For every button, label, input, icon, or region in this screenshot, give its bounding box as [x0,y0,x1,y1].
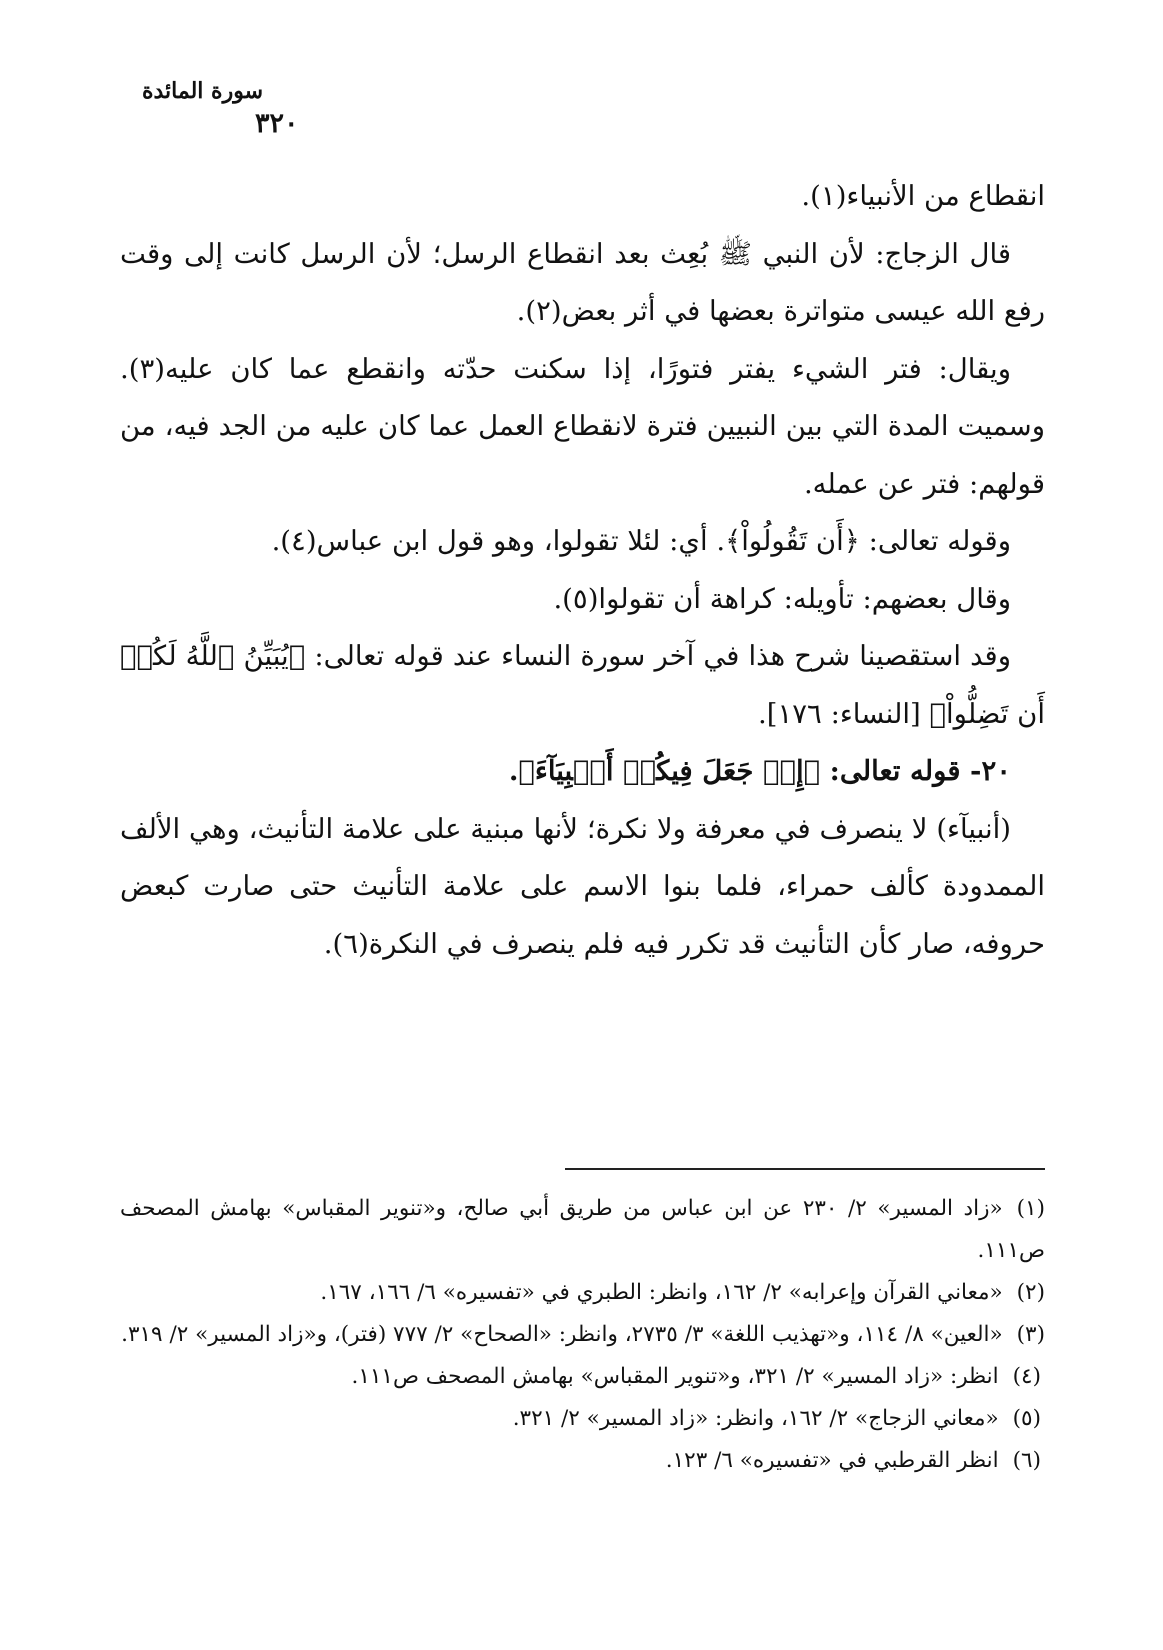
paragraph-5: وقال بعضهم: تأويله: كراهة أن تقولوا(٥). [553,582,1011,615]
footnote-text: «معاني القرآن وإعرابه» ٢/ ١٦٢، وانظر: الطبري في «تفسيره» ٦/ ١٦٦، ١٦٧. [320,1280,1003,1305]
footnote-6 [120,1440,1045,1482]
paragraph-1: انقطاع من الأنبياء(١). [801,180,1045,212]
footnote-number: (٥) [1012,1406,1041,1431]
paragraph-3: ويقال: فتر الشيء يفتر فتورًا، إذا سكنت حدّته وانقطع عما كان عليه(٣). وسميت المدة التي بين النبيين فترة لانقطاع العمل عما كان عليه من الجد فيه، من قولهم: فتر عن عمله. [120,352,1045,500]
footnote-text: «معاني الزجاج» ٢/ ١٦٢، وانظر: «زاد المسير» ٢/ ٣٢١. [512,1406,999,1431]
footnote-number: (٢) [1016,1280,1045,1305]
paragraph-2: قال الزجاج: لأن النبي ﷺ بُعِث بعد انقطاع الرسل؛ لأن الرسل كانت إلى وقت رفع الله عيسى متواترة بعضها في أثر بعض(٢). [120,237,1045,327]
footnote-2 [120,1272,1045,1314]
footnote-separator [565,1168,1045,1170]
running-head: سورة المائدة [141,78,263,104]
page-number: ٣٢٠ [255,108,299,139]
paragraph-4: وقوله تعالى: ﴿أَن تَقُولُواْ﴾. أي: لئلا تقولوا، وهو قول ابن عباس(٤). [271,525,1011,557]
footnote-5 [120,1398,1045,1440]
paragraph-8: (أنبيآء) لا ينصرف في معرفة ولا نكرة؛ لأنها مبنية على علامة التأنيث، وهي الألف الممدودة كألف حمراء، فلما بنوا الاسم على علامة التأنيث حتى صارت كبعض حروفه، صار كأن التأنيث قد تكرر فيه فلم ينصرف في النكرة(٦). [120,812,1045,960]
footnote-number: (٦) [1012,1448,1041,1473]
footnotes [120,1188,1045,1482]
footnote-number: (٣) [1016,1322,1045,1347]
footnote-3 [120,1314,1045,1356]
footnote-number: (٤) [1012,1364,1041,1389]
footnote-1 [120,1188,1045,1272]
verse-heading-20: ٢٠- قوله تعالى: ﴿إِذۡ جَعَلَ فِيكُمۡ أَنۢبِيَآءَ﴾. [508,755,1011,787]
paragraph-6: وقد استقصينا شرح هذا في آخر سورة النساء عند قوله تعالى: ﴿يُبَيِّنُ ٱللَّهُ لَكُمۡ أَن تَضِلُّواْ﴾ [النساء: ١٧٦]. [120,640,1045,730]
footnote-4 [120,1356,1045,1398]
footnote-text: انظر: «زاد المسير» ٢/ ٣٢١، و«تنوير المقباس» بهامش المصحف ص١١١. [351,1364,999,1389]
main-text [120,168,1045,973]
footnote-number: (١) [1016,1196,1045,1221]
footnote-text: «العين» ٨/ ١١٤، و«تهذيب اللغة» ٣/ ٢٧٣٥، وانظر: «الصحاح» ٢/ ٧٧٧ (فتر)، و«زاد المسير» ٢/ ٣١٩. [121,1322,1003,1347]
footnote-text: انظر القرطبي في «تفسيره» ٦/ ١٢٣. [665,1448,999,1473]
footnote-text: «زاد المسير» ٢/ ٢٣٠ عن ابن عباس من طريق أبي صالح، و«تنوير المقباس» بهامش المصحف ص١١١. [120,1196,1045,1263]
